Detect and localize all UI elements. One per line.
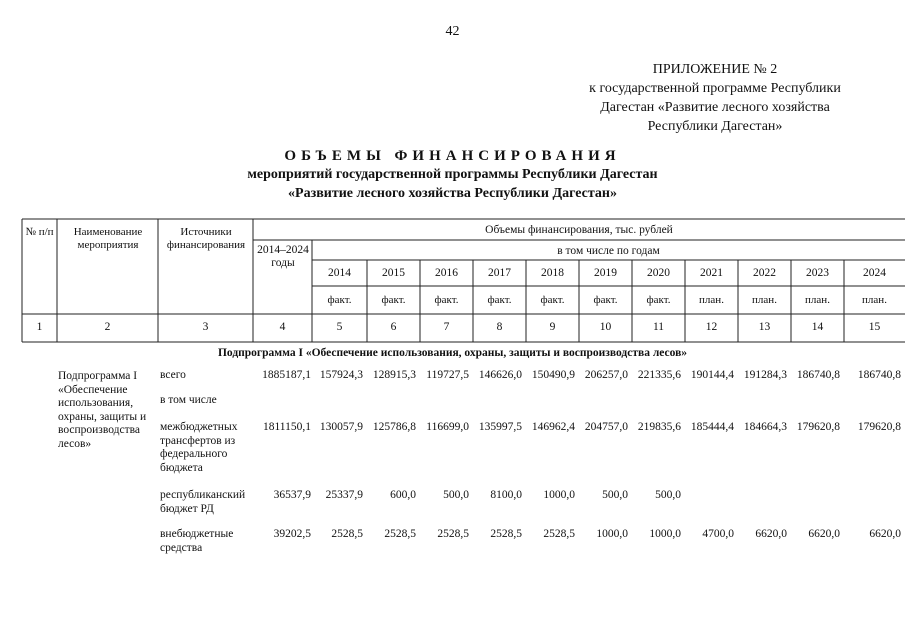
header-year: 2016 — [435, 267, 458, 279]
year-value: 186740,8 — [796, 369, 840, 381]
header-status: факт. — [327, 294, 352, 306]
total-value: 1885187,1 — [262, 369, 311, 381]
appendix-note — [565, 60, 865, 136]
year-value: 2528,5 — [437, 528, 469, 540]
header-status: план. — [862, 294, 887, 306]
column-number: 7 — [443, 321, 450, 333]
year-value: 119727,5 — [426, 369, 469, 381]
year-value: 179620,8 — [857, 421, 901, 433]
year-value: 500,0 — [655, 489, 681, 501]
header-year: 2021 — [700, 267, 723, 279]
header-name: Наименование мероприятия — [73, 226, 143, 251]
title-line-3: «Развитие лесного хозяйства Республики Дагестан» — [288, 186, 617, 201]
column-number: 2 — [104, 321, 111, 333]
year-value: 1000,0 — [596, 528, 628, 540]
page-number: 42 — [445, 24, 460, 39]
year-value: 2528,5 — [490, 528, 522, 540]
year-value: 6620,0 — [808, 528, 840, 540]
header-status: факт. — [593, 294, 618, 306]
header-year: 2023 — [806, 267, 829, 279]
header-status: факт. — [381, 294, 406, 306]
column-number: 10 — [599, 321, 612, 333]
header-year: 2022 — [753, 267, 776, 279]
year-value: 1000,0 — [543, 489, 575, 501]
year-value: 191284,3 — [743, 369, 787, 381]
year-value: 130057,9 — [319, 421, 363, 433]
header-status: факт. — [434, 294, 459, 306]
header-year: 2020 — [647, 267, 670, 279]
total-value: 39202,5 — [273, 528, 311, 540]
header-year: 2017 — [488, 267, 511, 279]
subprogram-heading: Подпрограмма I «Обеспечение использования, охраны, защиты и воспроизводства лесов» — [217, 347, 688, 359]
column-number: 8 — [496, 321, 503, 333]
header-year: 2024 — [863, 267, 886, 279]
header-year: 2018 — [541, 267, 564, 279]
year-value: 184664,3 — [743, 421, 787, 433]
header-status: план. — [805, 294, 830, 306]
column-number: 14 — [811, 321, 824, 333]
year-value: 8100,0 — [490, 489, 522, 501]
source-label: внебюджетные средства — [160, 528, 234, 554]
year-value: 150490,9 — [531, 369, 575, 381]
year-value: 600,0 — [390, 489, 416, 501]
source-label: межбюджетных трансфертов из федерального бюджета — [160, 421, 238, 474]
header-status: факт. — [540, 294, 565, 306]
year-value: 2528,5 — [543, 528, 575, 540]
year-value: 500,0 — [443, 489, 469, 501]
header-source: Источники финансирования — [166, 226, 246, 251]
year-value: 219835,6 — [637, 421, 681, 433]
source-label: республиканский бюджет РД — [160, 489, 246, 515]
year-value: 6620,0 — [755, 528, 787, 540]
year-value: 25337,9 — [325, 489, 363, 501]
header-volumes: Объемы финансирования, тыс. рублей — [485, 224, 673, 236]
column-number: 6 — [390, 321, 397, 333]
source-label: всего — [160, 369, 186, 381]
header-year: 2019 — [594, 267, 617, 279]
appendix-line-1: ПРИЛОЖЕНИЕ № 2 — [652, 62, 778, 77]
column-number: 15 — [868, 321, 881, 333]
column-number: 9 — [549, 321, 556, 333]
subprogram-name: Подпрограмма I «Обеспечение использования, охраны, защиты и воспроизводства лесов» — [58, 370, 147, 450]
year-value: 116699,0 — [426, 421, 469, 433]
total-value: 1811150,1 — [262, 421, 311, 433]
header-status: факт. — [487, 294, 512, 306]
year-value: 185444,4 — [690, 421, 734, 433]
column-number: 11 — [652, 321, 665, 333]
year-value: 146626,0 — [478, 369, 522, 381]
source-label: в том числе — [160, 394, 217, 406]
year-value: 146962,4 — [531, 421, 575, 433]
year-value: 221335,6 — [637, 369, 681, 381]
appendix-line-4: Республики Дагестан» — [647, 119, 783, 134]
year-value: 204757,0 — [584, 421, 628, 433]
header-year: 2014 — [328, 267, 351, 279]
column-number: 4 — [279, 321, 286, 333]
header-by-years: в том числе по годам — [557, 245, 660, 257]
header-status: план. — [699, 294, 724, 306]
year-value: 125786,8 — [372, 421, 416, 433]
year-value: 186740,8 — [857, 369, 901, 381]
column-number: 1 — [36, 321, 43, 333]
year-value: 1000,0 — [649, 528, 681, 540]
title-main: ОБЪЕМЫ ФИНАНСИРОВАНИЯ — [284, 148, 621, 164]
year-value: 157924,3 — [319, 369, 363, 381]
header-status: факт. — [646, 294, 671, 306]
year-value: 206257,0 — [584, 369, 628, 381]
year-value: 6620,0 — [869, 528, 901, 540]
year-value: 179620,8 — [796, 421, 840, 433]
header-total-period: 2014–2024 годы — [257, 244, 309, 269]
appendix-line-2: к государственной программе Республики — [589, 81, 841, 96]
column-number: 3 — [202, 321, 209, 333]
header-year: 2015 — [382, 267, 405, 279]
header-num: № п/п — [25, 226, 54, 238]
year-value: 135997,5 — [478, 421, 522, 433]
column-number: 5 — [336, 321, 343, 333]
year-value: 2528,5 — [384, 528, 416, 540]
header-status: план. — [752, 294, 777, 306]
appendix-line-3: Дагестан «Развитие лесного хозяйства — [600, 100, 830, 115]
column-number: 12 — [705, 321, 718, 333]
year-value: 500,0 — [602, 489, 628, 501]
year-value: 128915,3 — [372, 369, 416, 381]
year-value: 2528,5 — [331, 528, 363, 540]
document-title — [0, 148, 905, 203]
total-value: 36537,9 — [273, 489, 311, 501]
year-value: 190144,4 — [690, 369, 734, 381]
year-value: 4700,0 — [702, 528, 734, 540]
title-line-2: мероприятий государственной программы Республики Дагестан — [247, 167, 658, 182]
column-number: 13 — [758, 321, 771, 333]
